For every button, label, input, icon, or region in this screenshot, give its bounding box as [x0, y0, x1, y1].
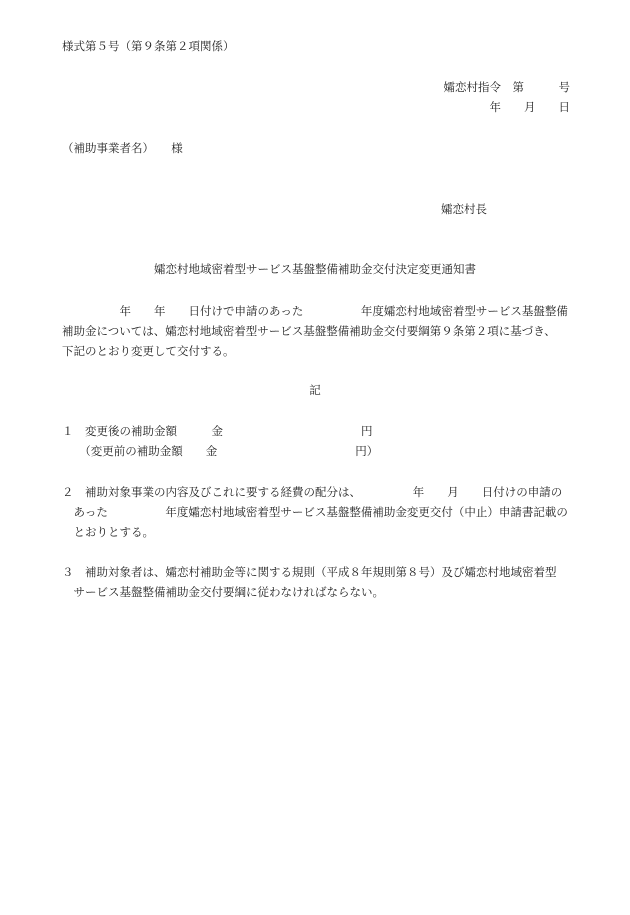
form-label: 様式第５号（第９条第２項関係） [62, 39, 235, 53]
item2-line1: ２ 補助対象事業の内容及びこれに要する経費の配分は、 年 月 日付けの申請の [62, 485, 563, 499]
item2-line2: あった 年度孀恋村地域密着型サービス基盤整備補助金変更交付（中止）申請書記載の [62, 505, 568, 519]
ki-heading: 記 [309, 383, 321, 397]
sender-name: 孀恋村長 [441, 202, 487, 216]
document-number: 孀恋村指令 第 号 [443, 80, 570, 94]
document-title: 孀恋村地域密着型サービス基盤整備補助金交付決定変更通知書 [154, 262, 476, 276]
item1-line2: （変更前の補助金額 金 円） [62, 444, 379, 458]
item1-line1: １ 変更後の補助金額 金 円 [62, 424, 373, 438]
item2-line3: とおりとする。 [62, 525, 154, 539]
item3-line1: ３ 補助対象者は、孀恋村補助金等に関する規則（平成８年規則第８号）及び孀恋村地域密着型 [62, 565, 557, 579]
issue-date: 年 月 日 [489, 100, 570, 114]
item3-line2: サービス基盤整備補助金交付要綱に従わなければならない。 [62, 585, 384, 599]
addressee: （補助事業者名） 様 [62, 141, 183, 155]
body-line-2: 補助金については、孀恋村地域密着型サービス基盤整備補助金交付要綱第９条第２項に基づき、 [62, 324, 556, 338]
body-line-3: 下記のとおり変更して交付する。 [62, 344, 235, 358]
body-line-1: 年 年 日付けで申請のあった 年度孀恋村地域密着型サービス基盤整備 [62, 304, 568, 318]
